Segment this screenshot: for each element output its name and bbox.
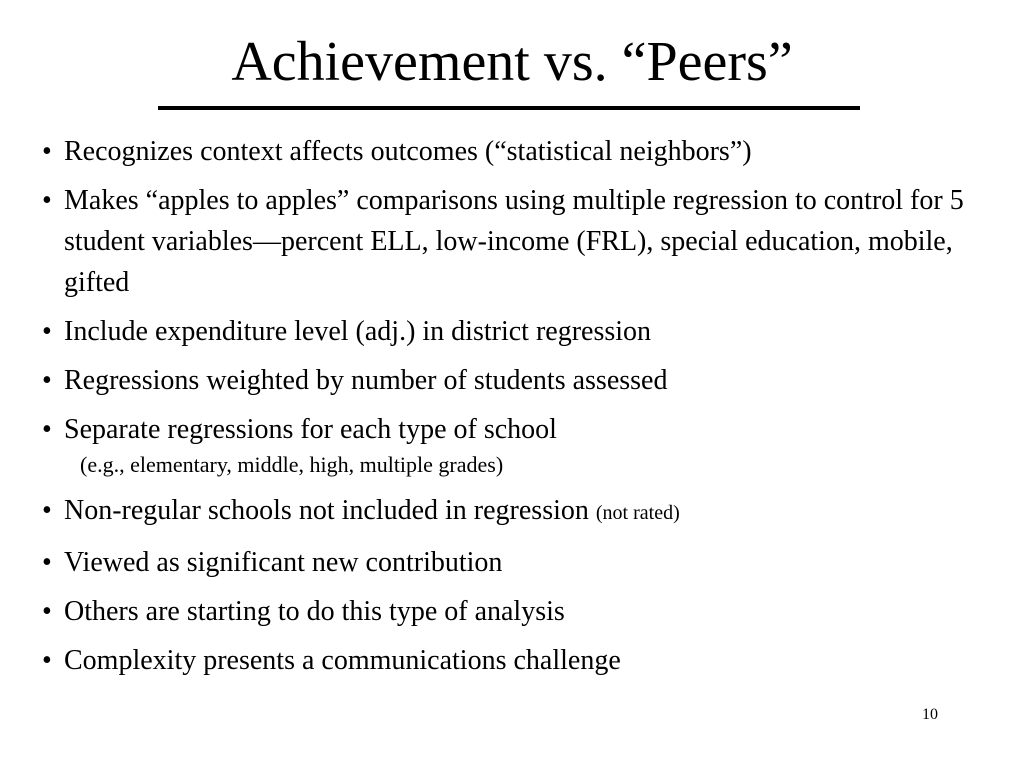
bullet-item: [40, 180, 1010, 303]
bullet-text: Recognizes context affects outcomes (“statistical neighbors”): [64, 136, 752, 167]
title-underline: [158, 106, 860, 110]
bullet-item: [40, 311, 1010, 352]
bullet-item: [40, 591, 1010, 632]
bullet-icon: •: [42, 185, 52, 216]
bullet-text: Regressions weighted by number of students assessed: [64, 365, 668, 396]
bullet-item: [40, 409, 1010, 482]
bullet-icon: •: [42, 365, 52, 396]
bullet-icon: •: [42, 645, 52, 676]
bullet-item: [40, 131, 1010, 172]
bullet-text: Viewed as significant new contribution: [64, 547, 503, 578]
bullet-subnote: (e.g., elementary, middle, high, multiple grades): [80, 452, 504, 477]
bullet-text: Include expenditure level (adj.) in district regression: [64, 316, 652, 347]
bullet-icon: •: [42, 316, 52, 347]
bullet-text: Complexity presents a communications challenge: [64, 645, 621, 676]
bullet-text: Non-regular schools not included in regression: [64, 495, 589, 526]
bullet-text: Others are starting to do this type of analysis: [64, 596, 565, 627]
bullet-text: Separate regressions for each type of school: [64, 414, 557, 445]
bullet-icon: •: [42, 495, 52, 526]
bullet-item: [40, 360, 1010, 401]
bullet-item: [40, 490, 1010, 534]
page-number: 10: [922, 706, 938, 723]
bullet-item: [40, 542, 1010, 583]
slide-title: Achievement vs. “Peers”: [231, 31, 793, 93]
bullet-list: [40, 131, 1010, 689]
bullet-text: Makes “apples to apples” comparisons using multiple regression to control for 5 student variables—percent ELL, low-income (FRL), special education, mobile, gifted: [64, 185, 964, 298]
bullet-icon: •: [42, 414, 52, 445]
bullet-suffix: (not rated): [595, 502, 680, 524]
bullet-icon: •: [42, 596, 52, 627]
bullet-icon: •: [42, 136, 52, 167]
bullet-icon: •: [42, 547, 52, 578]
bullet-item: [40, 640, 1010, 681]
